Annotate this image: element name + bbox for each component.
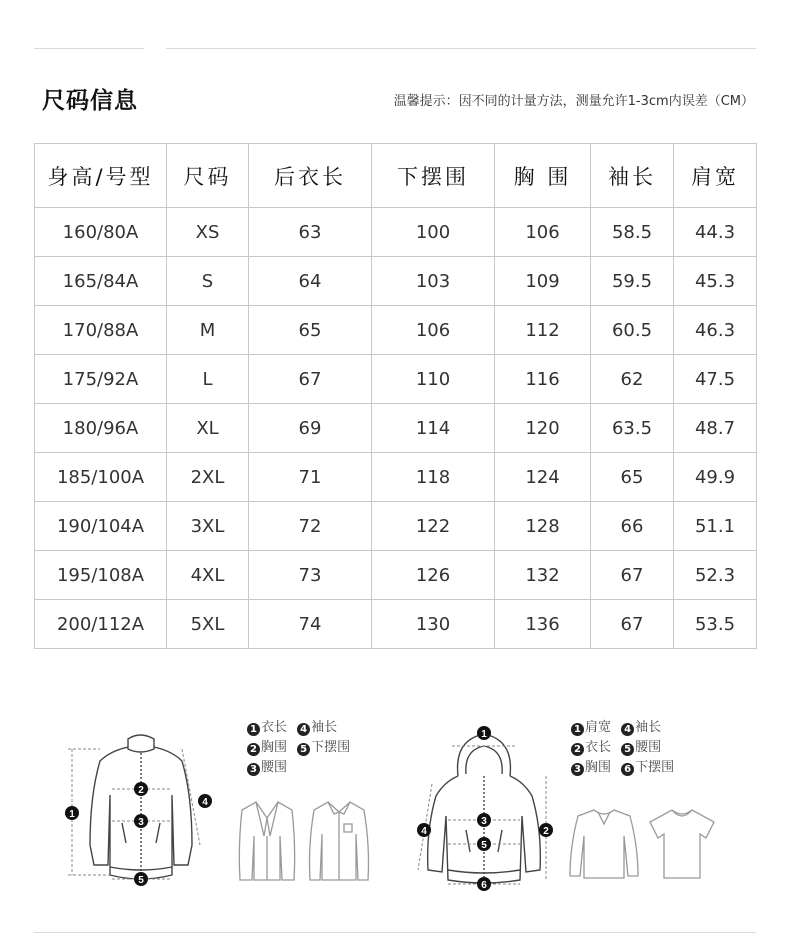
table-cell: 180/96A	[35, 404, 167, 453]
shirt-icon	[304, 798, 374, 882]
table-cell: 126	[372, 551, 495, 600]
long-sleeve-tee-icon	[566, 806, 642, 880]
jacket-marker-2: 2	[138, 785, 144, 796]
jacket-legend	[247, 718, 350, 778]
table-cell: 63.5	[591, 404, 674, 453]
table-cell: 44.3	[674, 208, 757, 257]
jacket-marker-4: 4	[202, 797, 208, 808]
legend-label: 胸围	[585, 760, 612, 775]
table-row	[35, 257, 757, 306]
table-cell: 132	[495, 551, 591, 600]
hoodie-marker-6: 6	[481, 880, 487, 891]
hoodie-measurement-diagram	[408, 720, 568, 895]
table-cell: 118	[372, 453, 495, 502]
table-cell: 65	[249, 306, 372, 355]
table-cell: 124	[495, 453, 591, 502]
table-cell: 200/112A	[35, 600, 167, 649]
table-cell: 170/88A	[35, 306, 167, 355]
table-cell: 69	[249, 404, 372, 453]
header-sleeve: 袖长	[591, 144, 674, 208]
table-cell: 103	[372, 257, 495, 306]
table-cell: 59.5	[591, 257, 674, 306]
table-row	[35, 355, 757, 404]
legend-number: 2	[247, 743, 260, 756]
hoodie-marker-3: 3	[481, 816, 487, 827]
legend-number: 5	[621, 743, 634, 756]
table-row	[35, 502, 757, 551]
table-row	[35, 600, 757, 649]
table-cell: 3XL	[167, 502, 249, 551]
table-cell: 165/84A	[35, 257, 167, 306]
header-shoulder: 肩宽	[674, 144, 757, 208]
table-cell: 5XL	[167, 600, 249, 649]
table-cell: 100	[372, 208, 495, 257]
hoodie-markers	[417, 726, 553, 891]
legend-label: 腰围	[261, 760, 288, 775]
table-cell: 46.3	[674, 306, 757, 355]
table-cell: 45.3	[674, 257, 757, 306]
jacket-marker-3: 3	[138, 817, 144, 828]
table-cell: 47.5	[674, 355, 757, 404]
table-cell: 195/108A	[35, 551, 167, 600]
legend-number: 4	[621, 723, 634, 736]
legend-label: 袖长	[635, 720, 662, 735]
table-cell: 136	[495, 600, 591, 649]
table-cell: 128	[495, 502, 591, 551]
table-cell: 112	[495, 306, 591, 355]
legend-number: 1	[571, 723, 584, 736]
table-cell: 122	[372, 502, 495, 551]
table-cell: 185/100A	[35, 453, 167, 502]
legend-label: 袖长	[311, 720, 338, 735]
legend-label: 下摆围	[635, 760, 675, 775]
hoodie-marker-5: 5	[481, 840, 487, 851]
table-row	[35, 453, 757, 502]
table-cell: 120	[495, 404, 591, 453]
table-cell: 71	[249, 453, 372, 502]
table-row	[35, 306, 757, 355]
table-cell: 53.5	[674, 600, 757, 649]
table-cell: 72	[249, 502, 372, 551]
legend-label: 胸围	[261, 740, 288, 755]
table-cell: XS	[167, 208, 249, 257]
table-cell: 106	[495, 208, 591, 257]
table-cell: 58.5	[591, 208, 674, 257]
legend-number: 2	[571, 743, 584, 756]
blazer-icon	[236, 796, 298, 882]
table-cell: 67	[249, 355, 372, 404]
table-cell: 190/104A	[35, 502, 167, 551]
header-back-length: 后衣长	[249, 144, 372, 208]
table-cell: L	[167, 355, 249, 404]
legend-label: 下摆围	[311, 740, 351, 755]
table-cell: XL	[167, 404, 249, 453]
header-chest: 胸 围	[495, 144, 591, 208]
table-cell: S	[167, 257, 249, 306]
legend-label: 腰围	[635, 740, 662, 755]
hoodie-marker-1: 1	[481, 729, 487, 740]
measurement-note: 温馨提示：因不同的计量方法，测量允许1-3cm内误差（CM）	[393, 94, 754, 109]
table-cell: 175/92A	[35, 355, 167, 404]
table-cell: 62	[591, 355, 674, 404]
size-table	[34, 143, 757, 649]
page-title: 尺码信息	[42, 88, 138, 114]
table-cell: 63	[249, 208, 372, 257]
table-cell: 65	[591, 453, 674, 502]
hoodie-marker-2: 2	[543, 826, 549, 837]
table-cell: 110	[372, 355, 495, 404]
table-cell: 67	[591, 600, 674, 649]
table-cell: 73	[249, 551, 372, 600]
legend-number: 1	[247, 723, 260, 736]
table-row	[35, 208, 757, 257]
legend-number: 6	[621, 763, 634, 776]
table-cell: 66	[591, 502, 674, 551]
table-cell: 114	[372, 404, 495, 453]
table-row	[35, 404, 757, 453]
top-divider-left	[34, 48, 144, 49]
header-size: 尺码	[167, 144, 249, 208]
legend-number: 3	[571, 763, 584, 776]
table-row	[35, 551, 757, 600]
legend-number: 4	[297, 723, 310, 736]
jacket-measurement-diagram	[60, 725, 230, 895]
table-cell: 51.1	[674, 502, 757, 551]
legend-number: 5	[297, 743, 310, 756]
legend-label: 衣长	[261, 720, 288, 735]
legend-label: 衣长	[585, 740, 612, 755]
header-height-type: 身高/号型	[35, 144, 167, 208]
table-header-row	[35, 144, 757, 208]
table-cell: 48.7	[674, 404, 757, 453]
hoodie-legend	[571, 718, 674, 778]
table-cell: 74	[249, 600, 372, 649]
table-cell: M	[167, 306, 249, 355]
table-cell: 130	[372, 600, 495, 649]
legend-number: 3	[247, 763, 260, 776]
table-cell: 60.5	[591, 306, 674, 355]
jacket-marker-5: 5	[138, 875, 144, 886]
top-divider-right	[166, 48, 756, 49]
t-shirt-icon	[646, 806, 718, 880]
table-cell: 52.3	[674, 551, 757, 600]
table-cell: 67	[591, 551, 674, 600]
table-cell: 116	[495, 355, 591, 404]
bottom-divider	[34, 932, 756, 933]
table-cell: 2XL	[167, 453, 249, 502]
table-cell: 109	[495, 257, 591, 306]
legend-label: 肩宽	[585, 720, 612, 735]
table-body	[35, 208, 757, 649]
jacket-marker-1: 1	[69, 809, 75, 820]
table-cell: 106	[372, 306, 495, 355]
table-cell: 160/80A	[35, 208, 167, 257]
table-cell: 4XL	[167, 551, 249, 600]
table-cell: 64	[249, 257, 372, 306]
table-cell: 49.9	[674, 453, 757, 502]
header-hem: 下摆围	[372, 144, 495, 208]
hoodie-marker-4: 4	[421, 826, 427, 837]
